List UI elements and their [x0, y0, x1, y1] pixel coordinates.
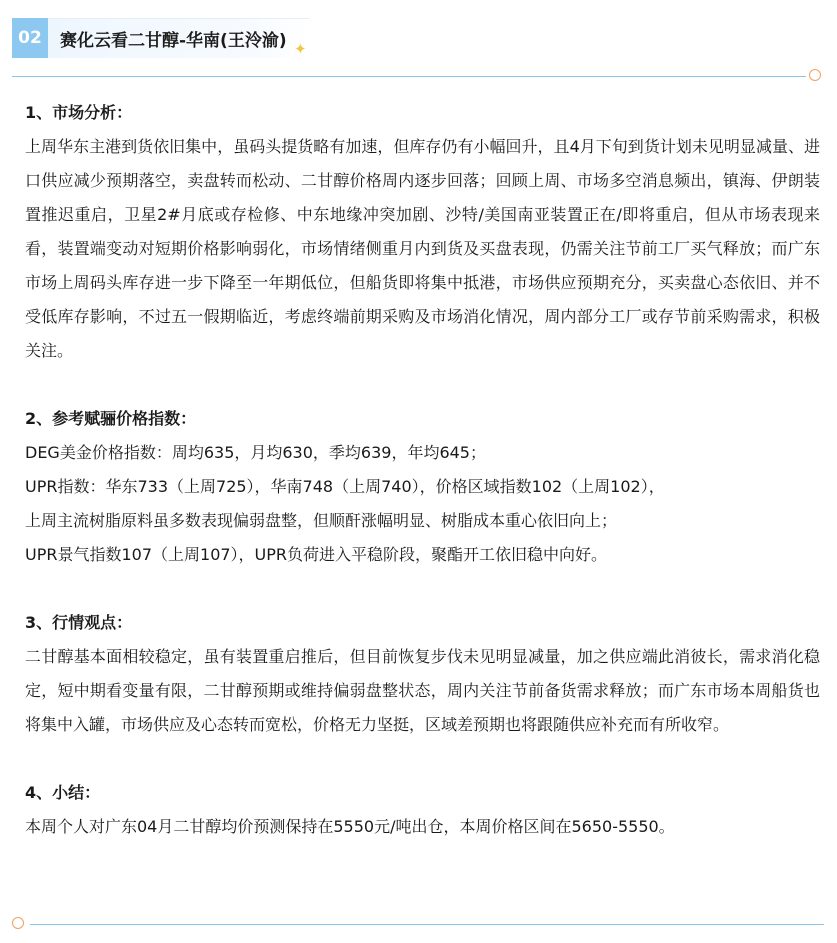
- section-title-box: [48, 18, 309, 58]
- market-analysis-text: 上周华东主港到货依旧集中，虽码头提货略有加速，但库存仍有小幅回升，且4月下旬到货计划未见明显减量、进口供应减少预期落空，卖盘转而松动、二甘醇价格周内逐步回落；回顾上周、市场多空消息频出，镇海、伊朗装置推迟重启，卫星2#月底或存检修、中东地缘冲突加剧、沙特/美国南亚装置正在/即将重启，但从市场表现来看，装置端变动对短期价格影响弱化，市场情绪侧重月内到货及买盘表现，仍需关注节前工厂买气释放；而广东市场上周码头库存进一步下降至一年期低位，但船货即将集中抵港，市场供应预期充分，买卖盘心态依旧、并不受低库存影响，不过五一假期临近，考虑终端前期采购及市场消化情况，周内部分工厂或存节前采购需求，积极关注。: [25, 137, 820, 360]
- top-divider: [12, 76, 806, 77]
- divider-circle-icon: [12, 917, 24, 929]
- article-content: [25, 96, 820, 844]
- price-index-line: UPR指数：华东733（上周725），华南748（上周740），价格区域指数102（上周102），: [25, 477, 665, 496]
- market-view-heading: 3、行情观点：: [25, 613, 133, 632]
- market-analysis-heading: 1、市场分析：: [25, 103, 133, 122]
- market-view-text: 二甘醇基本面相较稳定，虽有装置重启推后，但目前恢复步伐未见明显减量，加之供应端此消彼长，需求消化稳定，短中期看变量有限，二甘醇预期或维持偏弱盘整状态，周内关注节前备货需求释放；而广东市场本周船货也将集中入罐，市场供应及心态转而宽松，价格无力坚挺，区域差预期也将跟随供应补充而有所收窄。: [25, 647, 820, 734]
- section-number-badge: 02: [12, 18, 48, 58]
- bottom-divider: [30, 924, 824, 925]
- summary-heading: 4、小结：: [25, 783, 101, 802]
- sparkle-icon: ✦: [294, 40, 307, 58]
- price-index-heading: 2、参考赋骊价格指数：: [25, 409, 197, 428]
- section-header: [12, 18, 309, 58]
- price-index-line: 上周主流树脂原料虽多数表现偏弱盘整，但顺酐涨幅明显、树脂成本重心依旧向上；: [25, 511, 618, 530]
- price-index-line: UPR景气指数107（上周107），UPR负荷进入平稳阶段，聚酯开工依旧稳中向好。: [25, 545, 608, 564]
- section-title: 赛化云看二甘醇-华南(王泠渝): [60, 31, 287, 51]
- price-index-line: DEG美金价格指数：周均635，月均630，季均639，年均645；: [25, 443, 486, 462]
- divider-circle-icon: [809, 69, 821, 81]
- summary-text: 本周个人对广东04月二甘醇均价预测保持在5550元/吨出仓，本周价格区间在5650-5550。: [25, 817, 675, 836]
